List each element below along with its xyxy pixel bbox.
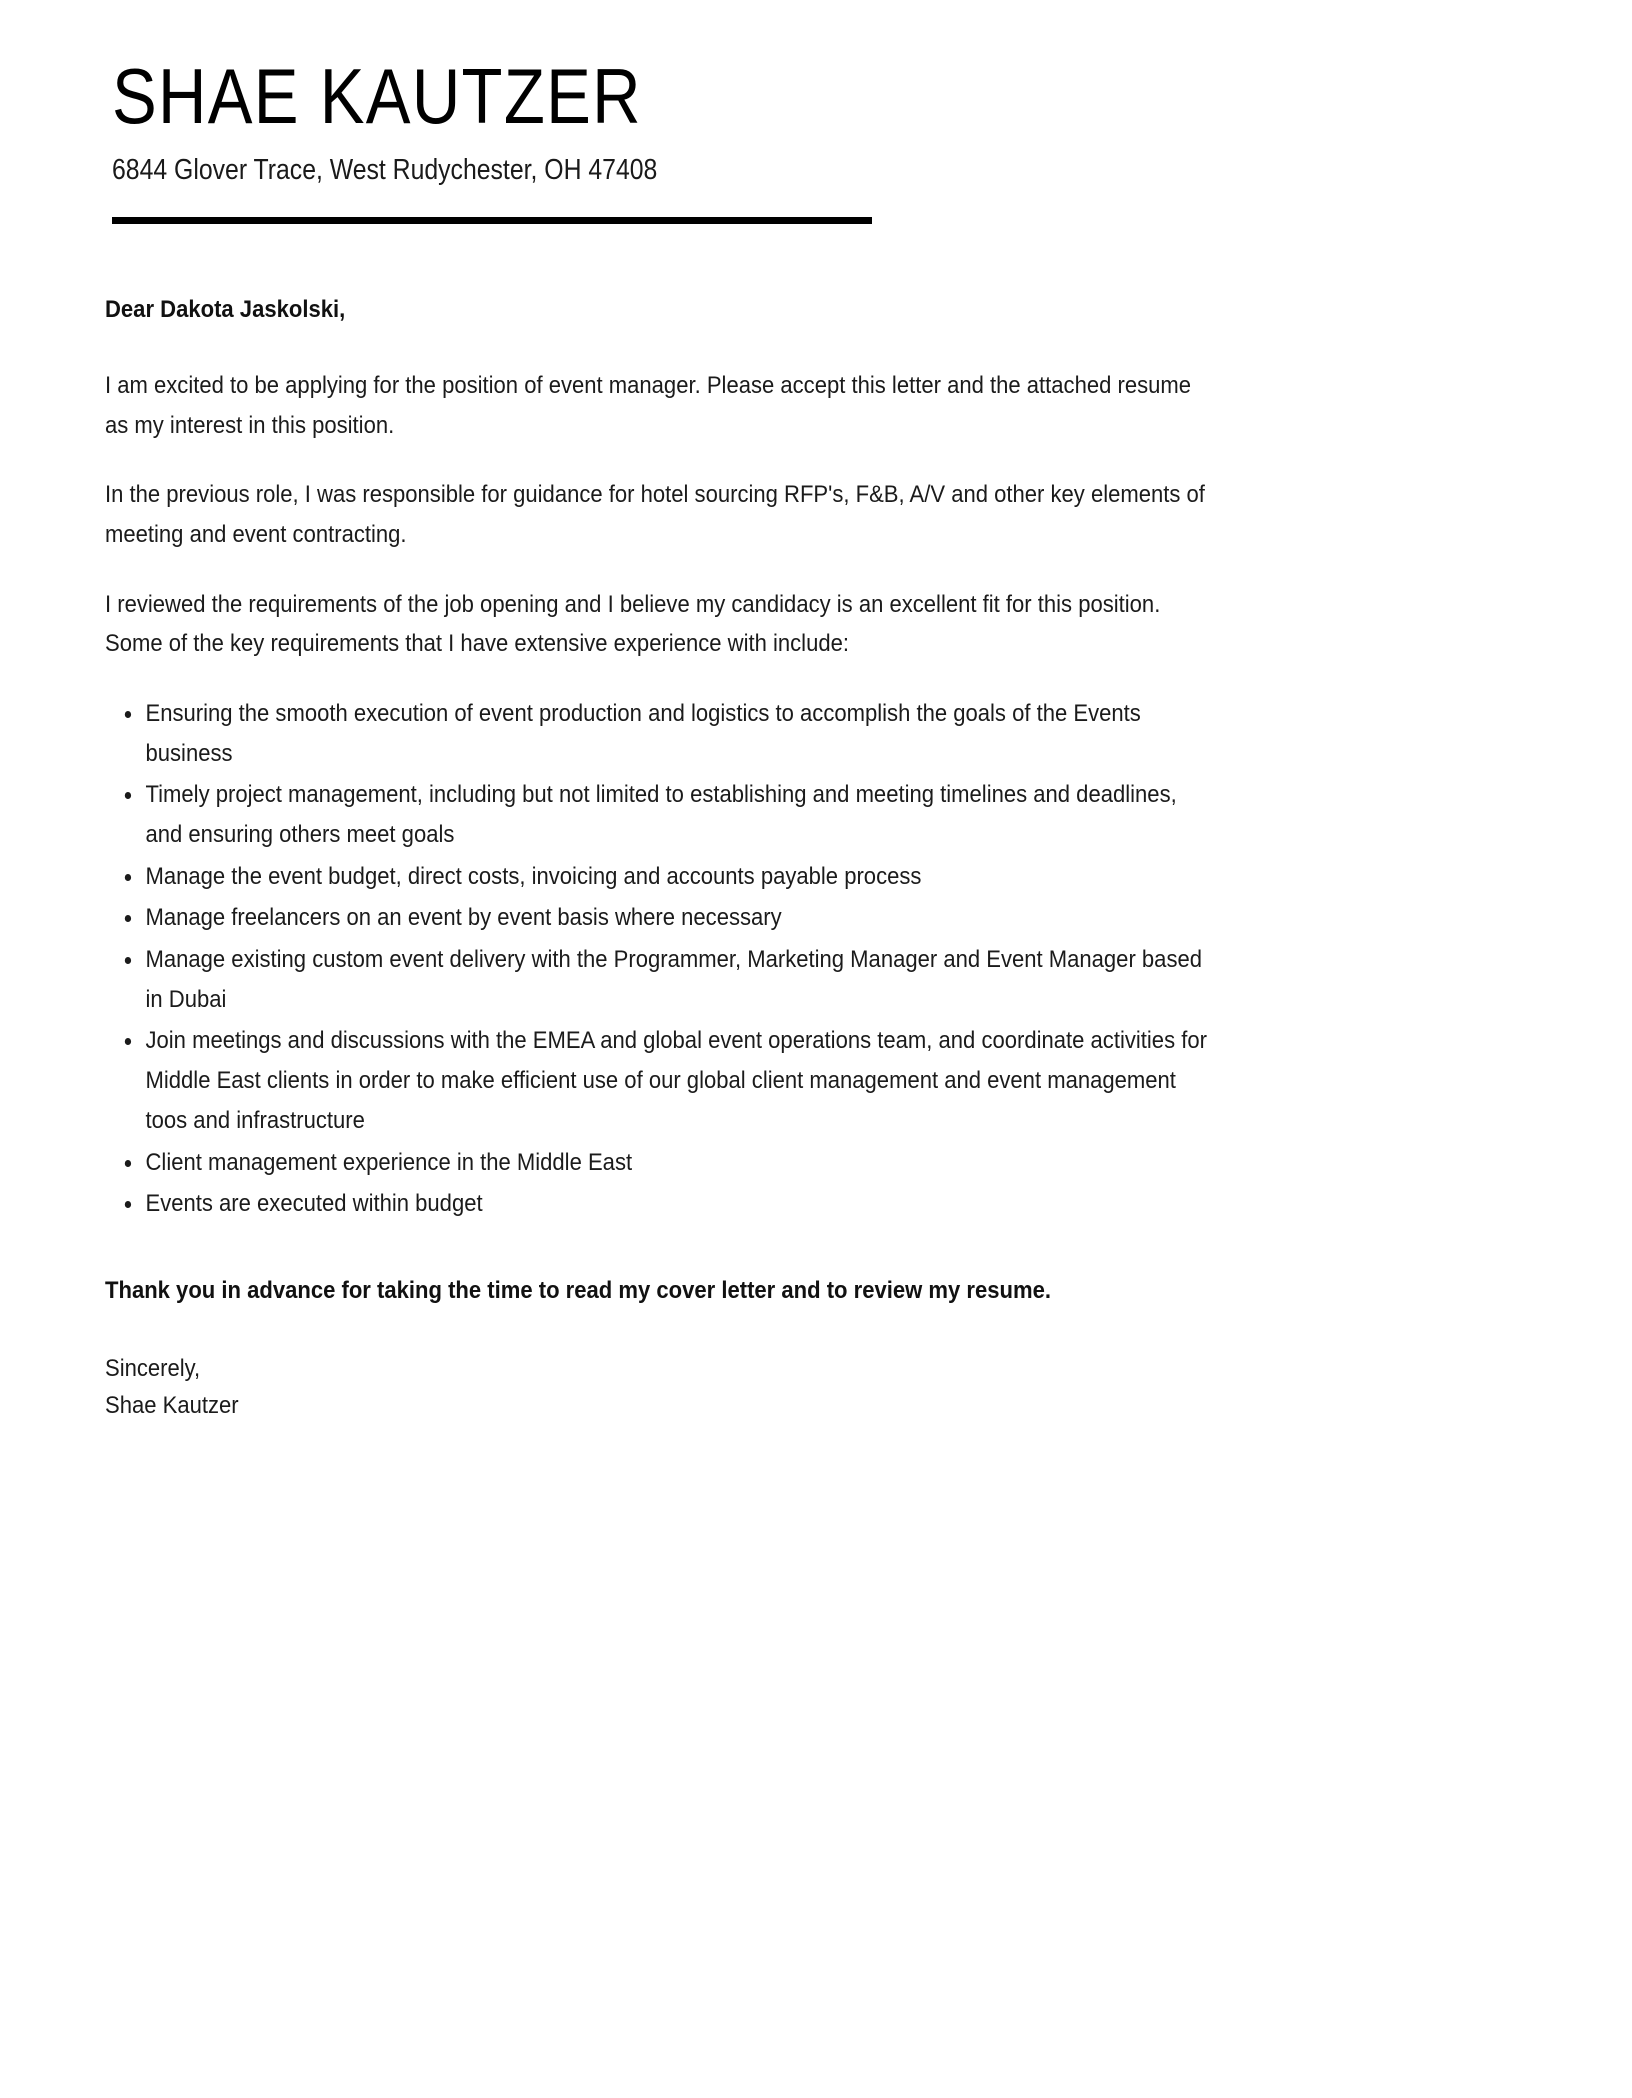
list-item: Ensuring the smooth execution of event production and logistics to accomplish the goals of the Events business <box>105 694 1212 773</box>
list-item: Manage existing custom event delivery with the Programmer, Marketing Manager and Event Manager based in Dubai <box>105 940 1212 1019</box>
list-item: Manage the event budget, direct costs, invoicing and accounts payable process <box>105 857 1212 897</box>
header-divider <box>112 217 872 224</box>
applicant-address: 6844 Glover Trace, West Rudychester, OH 47408 <box>112 154 658 187</box>
salutation: Dear Dakota Jaskolski, <box>105 296 346 324</box>
signoff-line: Sincerely, <box>105 1354 201 1382</box>
requirements-list <box>105 694 1212 1224</box>
list-item: Join meetings and discussions with the EMEA and global event operations team, and coordinate activities for Middle East clients in order to make efficient use of our global client management and event management toos and infrastructure <box>105 1021 1212 1140</box>
page-title: SHAE KAUTZER <box>112 52 642 140</box>
letter-body <box>0 292 1420 1424</box>
closing-statement: Thank you in advance for taking the time to read my cover letter and to review my resume. <box>105 1276 1051 1304</box>
letter-header <box>0 0 1632 187</box>
list-item: Timely project management, including but not limited to establishing and meeting timelines and deadlines, and ensuring others meet goals <box>105 775 1212 854</box>
list-item: Client management experience in the Middle East <box>105 1143 1212 1183</box>
paragraph-intro: I am excited to be applying for the position of event manager. Please accept this letter and the attached resume as my interest in this position. <box>105 371 1192 439</box>
paragraph-previous-role: In the previous role, I was responsible for guidance for hotel sourcing RFP's, F&B, A/V and other key elements of meeting and event contracting. <box>105 481 1205 548</box>
signature-block <box>105 1350 1289 1424</box>
signature-name: Shae Kautzer <box>105 1392 239 1420</box>
list-item: Manage freelancers on an event by event basis where necessary <box>105 898 1212 938</box>
paragraph-requirements-intro: I reviewed the requirements of the job opening and I believe my candidacy is an excellent fit for this position. Some of the key requirements that I have extensive experience with include: <box>105 590 1161 658</box>
list-item: Events are executed within budget <box>105 1184 1212 1224</box>
